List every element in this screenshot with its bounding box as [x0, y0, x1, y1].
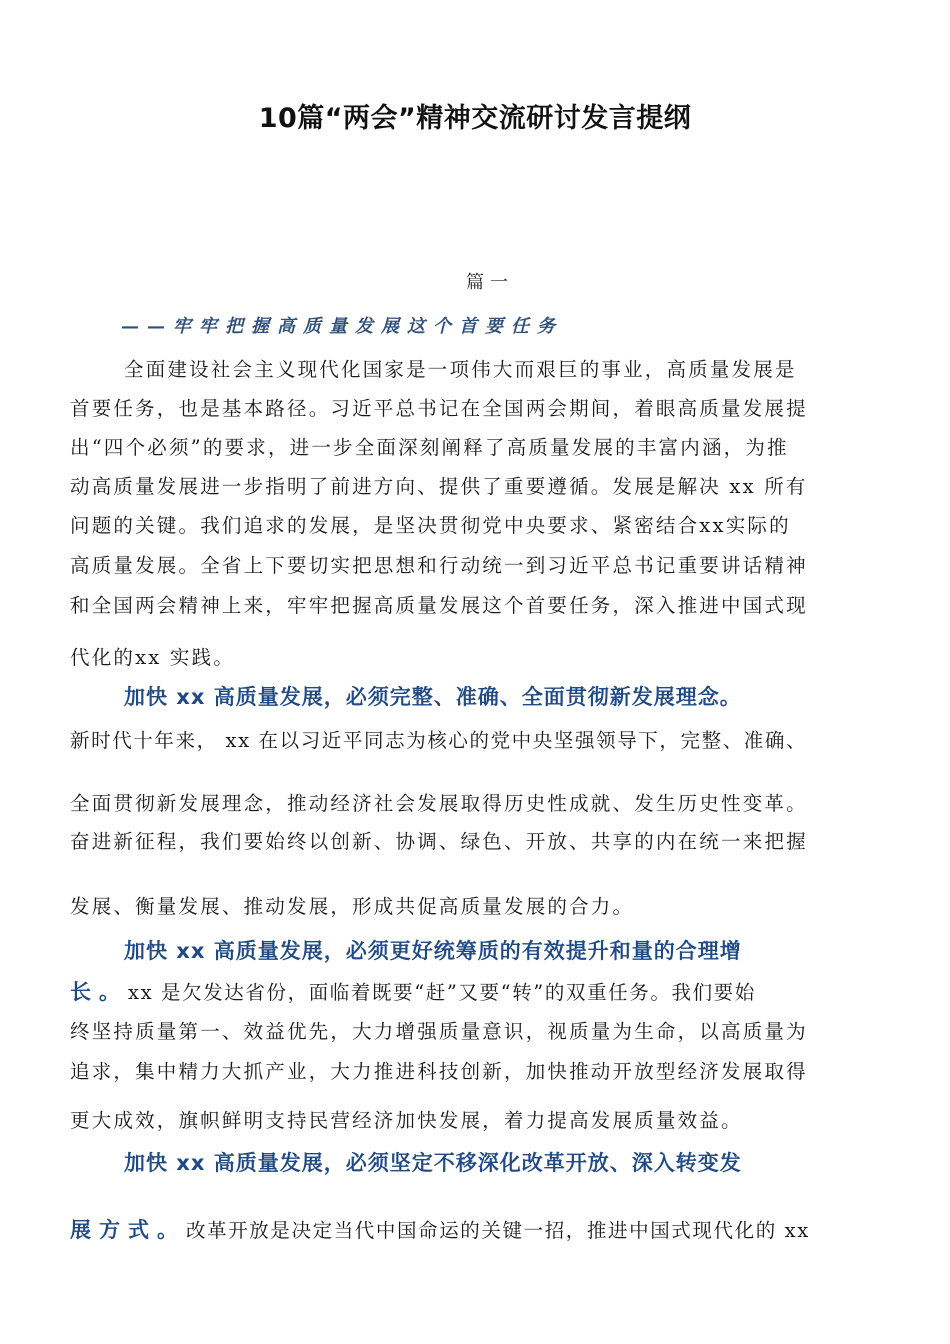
paragraph-line: 高质量发展。全省上下要切实把思想和行动统一到习近平总书记重要讲话精神	[70, 554, 808, 577]
chapter-label: 篇一	[466, 272, 514, 293]
paragraph-text: 改革开放是决定当代中国命运的关键一招，推进中国式现代化的 xx	[186, 1219, 810, 1242]
paragraph-line: 和全国两会精神上来，牢牢把握高质量发展这个首要任务，深入推进中国式现	[70, 594, 808, 617]
paragraph-line	[70, 1214, 810, 1244]
paragraph-line: 终坚持质量第一、效益优先，大力增强质量意识，视质量为生命，以高质量为	[70, 1020, 808, 1043]
section-heading: 加快 xx 高质量发展，必须完整、准确、全面贯彻新发展理念。	[124, 685, 742, 709]
section-heading-tail: 长。	[70, 980, 128, 1004]
paragraph-line: 追求，集中精力大抓产业，大力推进科技创新，加快推动开放型经济发展取得	[70, 1060, 808, 1083]
paragraph-text: xx 是欠发达省份，面临着既要“赶”又要“转”的双重任务。我们要始	[128, 981, 756, 1004]
section-heading: 加快 xx 高质量发展，必须更好统筹质的有效提升和量的合理增	[124, 939, 742, 963]
section-heading-tail: 展方式。	[70, 1218, 186, 1242]
paragraph-line: 全面建设社会主义现代化国家是一项伟大而艰巨的事业，高质量发展是	[124, 358, 797, 381]
paragraph-line: 首要任务，也是基本路径。习近平总书记在全国两会期间，着眼高质量发展提	[70, 397, 808, 420]
paragraph-line: 奋进新征程，我们要始终以创新、协调、绿色、开放、共享的内在统一来把握	[70, 830, 808, 853]
paragraph-line: 代化的xx 实践。	[70, 646, 235, 669]
paragraph-line: 更大成效，旗帜鲜明支持民营经济加快发展，着力提高发展质量效益。	[70, 1109, 743, 1132]
paragraph-line: 动高质量发展进一步指明了前进方向、提供了重要遵循。发展是解决 xx 所有	[70, 475, 808, 498]
document-title: 10篇“两会”精神交流研讨发言提纲	[258, 103, 692, 134]
paragraph-line: 全面贯彻新发展理念，推动经济社会发展取得历史性成就、发生历史性变革。	[70, 792, 808, 815]
paragraph-line: 出“四个必须”的要求，进一步全面深刻阐释了高质量发展的丰富内涵，为推	[70, 436, 789, 459]
section-subtitle: ——牢牢把握高质量发展这个首要任务	[121, 316, 563, 337]
section-heading: 加快 xx 高质量发展，必须坚定不移深化改革开放、深入转变发	[124, 1151, 742, 1175]
paragraph-line: 问题的关键。我们追求的发展，是坚决贯彻党中央要求、紧密结合xx实际的	[70, 514, 791, 537]
paragraph-line: 新时代十年来， xx 在以习近平同志为核心的党中央坚强领导下，完整、准确、	[70, 729, 808, 752]
paragraph-line: 发展、衡量发展、推动发展，形成共促高质量发展的合力。	[70, 895, 635, 918]
paragraph-line	[70, 976, 756, 1006]
